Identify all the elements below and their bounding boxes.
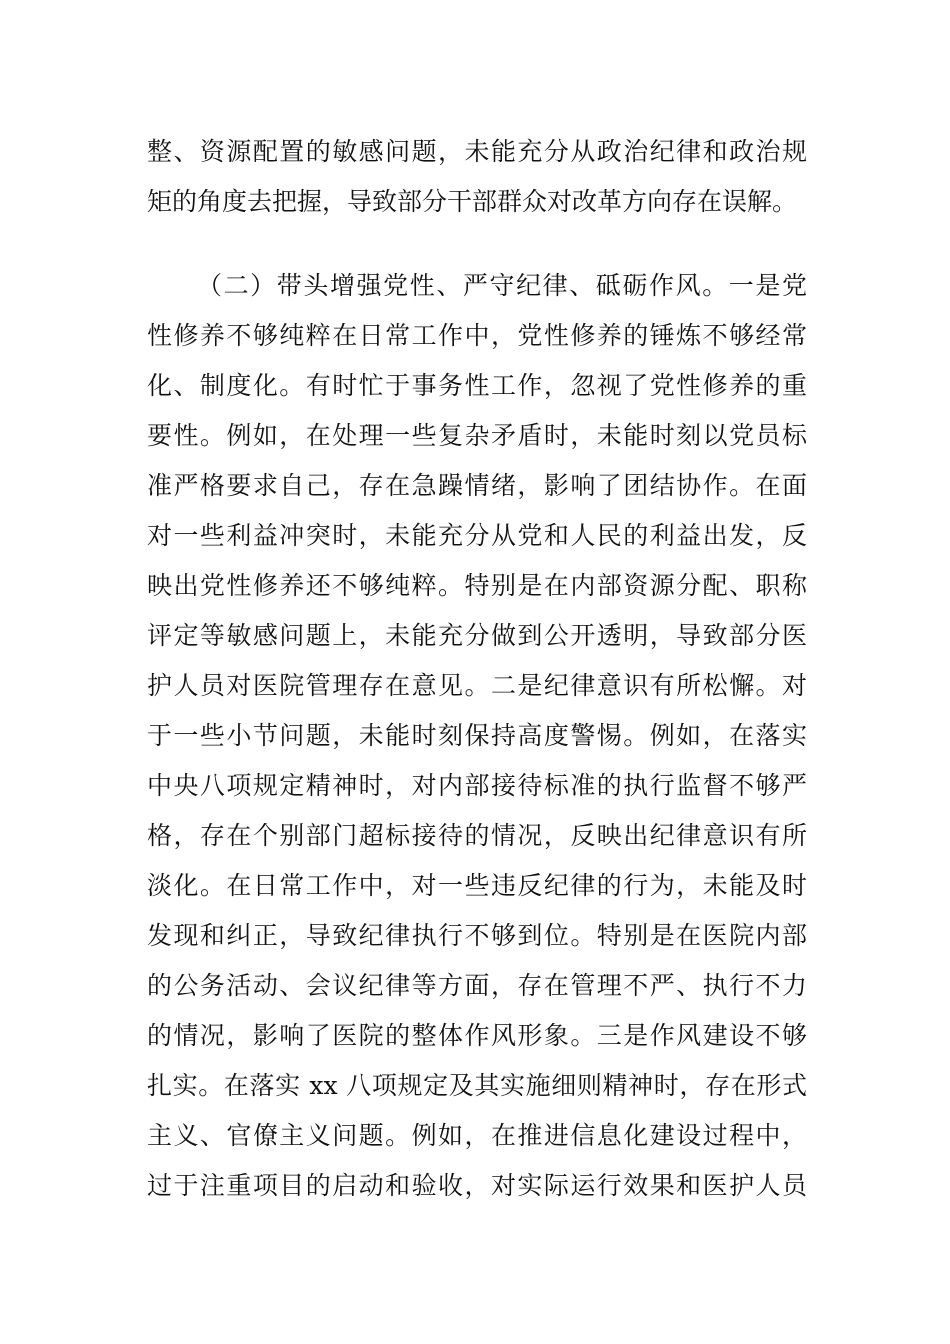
text-line: 过于注重项目的启动和验收，对实际运行效果和医护人员 <box>147 1171 807 1200</box>
text-line: 整、资源配置的敏感问题，未能充分从政治纪律和政治规 <box>147 137 807 166</box>
text-line: 扎实。在落实 xx 八项规定及其实施细则精神时，存在形式 <box>147 1071 807 1100</box>
text-line: 准严格要求自己，存在急躁情绪，影响了团结协作。在面 <box>147 471 807 500</box>
text-line: 的情况，影响了医院的整体作风形象。三是作风建设不够 <box>147 1021 807 1050</box>
text-line: 于一些小节问题，未能时刻保持高度警惕。例如，在落实 <box>147 721 807 750</box>
text-line: （二）带头增强党性、严守纪律、砥砺作风。一是党 <box>197 271 807 300</box>
text-line: 格，存在个别部门超标接待的情况，反映出纪律意识有所 <box>147 821 807 850</box>
text-line: 评定等敏感问题上，未能充分做到公开透明，导致部分医 <box>147 621 807 650</box>
text-line: 矩的角度去把握，导致部分干部群众对改革方向存在误解。 <box>147 187 798 216</box>
text-line: 化、制度化。有时忙于事务性工作，忽视了党性修养的重 <box>147 371 807 400</box>
text-line: 发现和纠正，导致纪律执行不够到位。特别是在医院内部 <box>147 921 807 950</box>
text-line: 对一些利益冲突时，未能充分从党和人民的利益出发，反 <box>147 521 807 550</box>
text-line: 的公务活动、会议纪律等方面，存在管理不严、执行不力 <box>147 971 807 1000</box>
text-line: 性修养不够纯粹在日常工作中，党性修养的锤炼不够经常 <box>147 321 807 350</box>
text-line: 映出党性修养还不够纯粹。特别是在内部资源分配、职称 <box>147 571 807 600</box>
text-line: 淡化。在日常工作中，对一些违反纪律的行为，未能及时 <box>147 871 807 900</box>
text-line: 主义、官僚主义问题。例如，在推进信息化建设过程中， <box>147 1121 807 1150</box>
text-line: 护人员对医院管理存在意见。二是纪律意识有所松懈。对 <box>147 671 807 700</box>
text-line: 中央八项规定精神时，对内部接待标准的执行监督不够严 <box>147 771 807 800</box>
text-line: 要性。例如，在处理一些复杂矛盾时，未能时刻以党员标 <box>147 421 807 450</box>
